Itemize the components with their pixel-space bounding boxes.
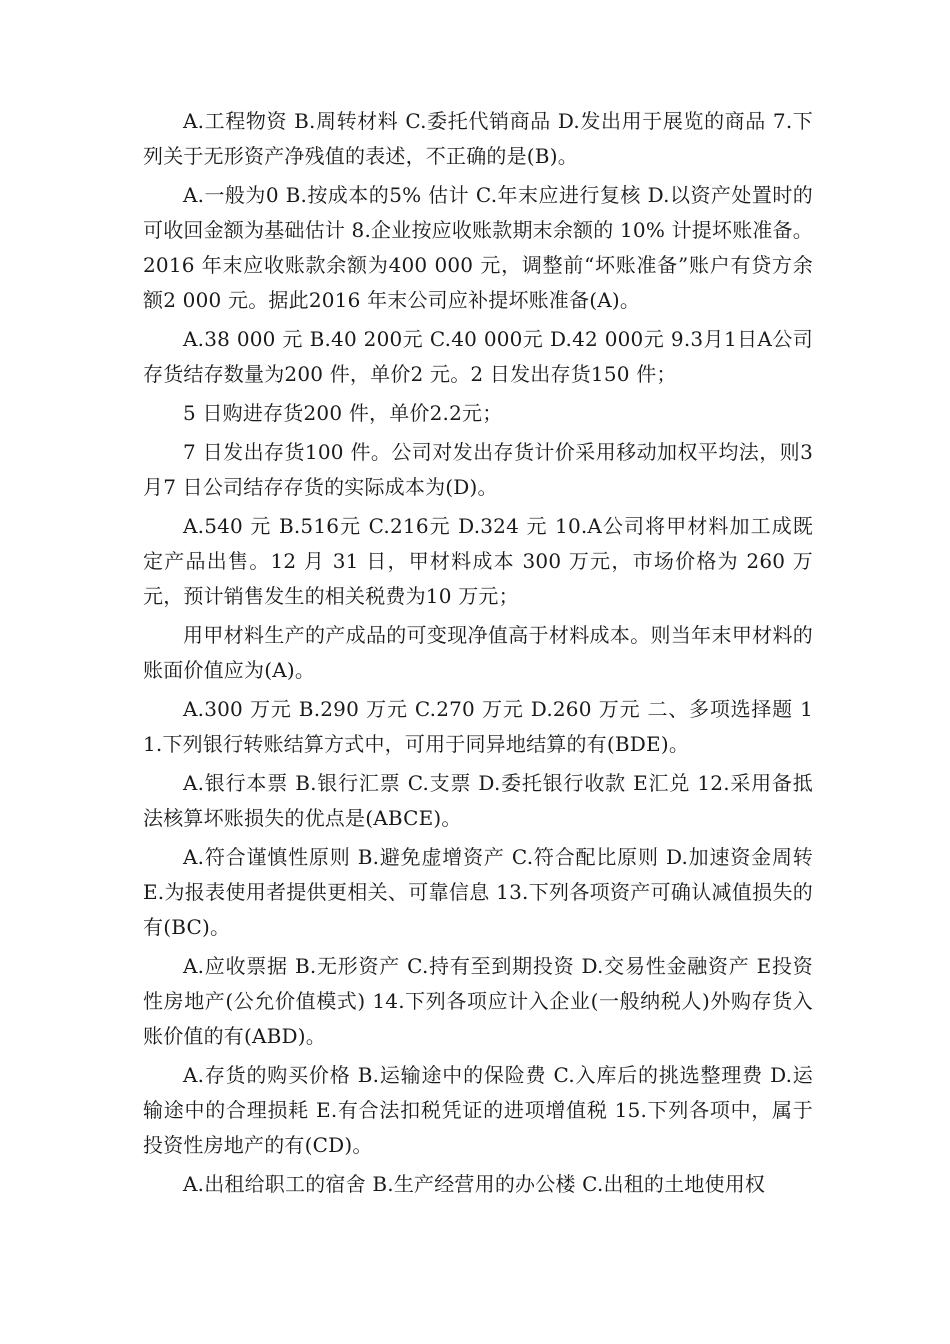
paragraph-12: A.存货的购买价格 B.运输途中的保险费 C.入库后的挑选整理费 D.运输途中的合理损耗 E.有合法扣税凭证的进项增值税 15.下列各项中，属于投资性房地产的有(CD)。 bbox=[143, 1063, 813, 1157]
paragraph-5: 7 日发出存货100 件。公司对发出存货计价采用移动加权平均法，则3 月7 日公司结存存货的实际成本为(D)。 bbox=[143, 440, 813, 499]
paragraph-1: A.工程物资 B.周转材料 C.委托代销商品 D.发出用于展览的商品 7.下列关于无形资产净残值的表述，不正确的是(B)。 bbox=[143, 109, 813, 168]
paragraph-13: A.出租给职工的宿舍 B.生产经营用的办公楼 C.出租的土地使用权 bbox=[183, 1172, 766, 1196]
paragraph-9: A.银行本票 B.银行汇票 C.支票 D.委托银行收款 E汇兑 12.采用备抵法核算坏账损失的优点是(ABCE)。 bbox=[143, 771, 813, 830]
document-body bbox=[143, 104, 813, 1206]
paragraph-7: 用甲材料生产的产成品的可变现净值高于材料成本。则当年末甲材料的账面价值应为(A)。 bbox=[143, 623, 813, 682]
paragraph-6: A.540 元 B.516元 C.216元 D.324 元 10.A公司将甲材料加工成既定产品出售。12 月 31 日，甲材料成本 300 万元，市场价格为 260 万元，预计销售发生的相关税费为10 万元； bbox=[143, 514, 813, 608]
paragraph-10: A.符合谨慎性原则 B.避免虚增资产 C.符合配比原则 D.加速资金周转 E.为报表使用者提供更相关、可靠信息 13.下列各项资产可确认减值损失的有(BC)。 bbox=[143, 845, 813, 939]
paragraph-3: A.38 000 元 B.40 200元 C.40 000元 D.42 000元 9.3月1日A公司存货结存数量为200 件，单价2 元。2 日发出存货150 件； bbox=[143, 327, 813, 386]
paragraph-11: A.应收票据 B.无形资产 C.持有至到期投资 D.交易性金融资产 E投资性房地产(公允价值模式) 14.下列各项应计入企业(一般纳税人)外购存货入账价值的有(ABD)。 bbox=[143, 954, 813, 1048]
paragraph-4: 5 日购进存货200 件，单价2.2元； bbox=[183, 401, 503, 425]
paragraph-8: A.300 万元 B.290 万元 C.270 万元 D.260 万元 二、多项选择题 11.下列银行转账结算方式中，可用于同异地结算的有(BDE)。 bbox=[143, 697, 813, 756]
paragraph-2: A.一般为0 B.按成本的5% 估计 C.年末应进行复核 D.以资产处置时的可收回金额为基础估计 8.企业按应收账款期末余额的 10% 计提坏账准备。2016 年末应收账款余额为400 000 元，调整前“坏账准备”账户有贷方余额2 000 元。据此2016 年末公司应补提坏账准备(A)。 bbox=[143, 183, 814, 312]
